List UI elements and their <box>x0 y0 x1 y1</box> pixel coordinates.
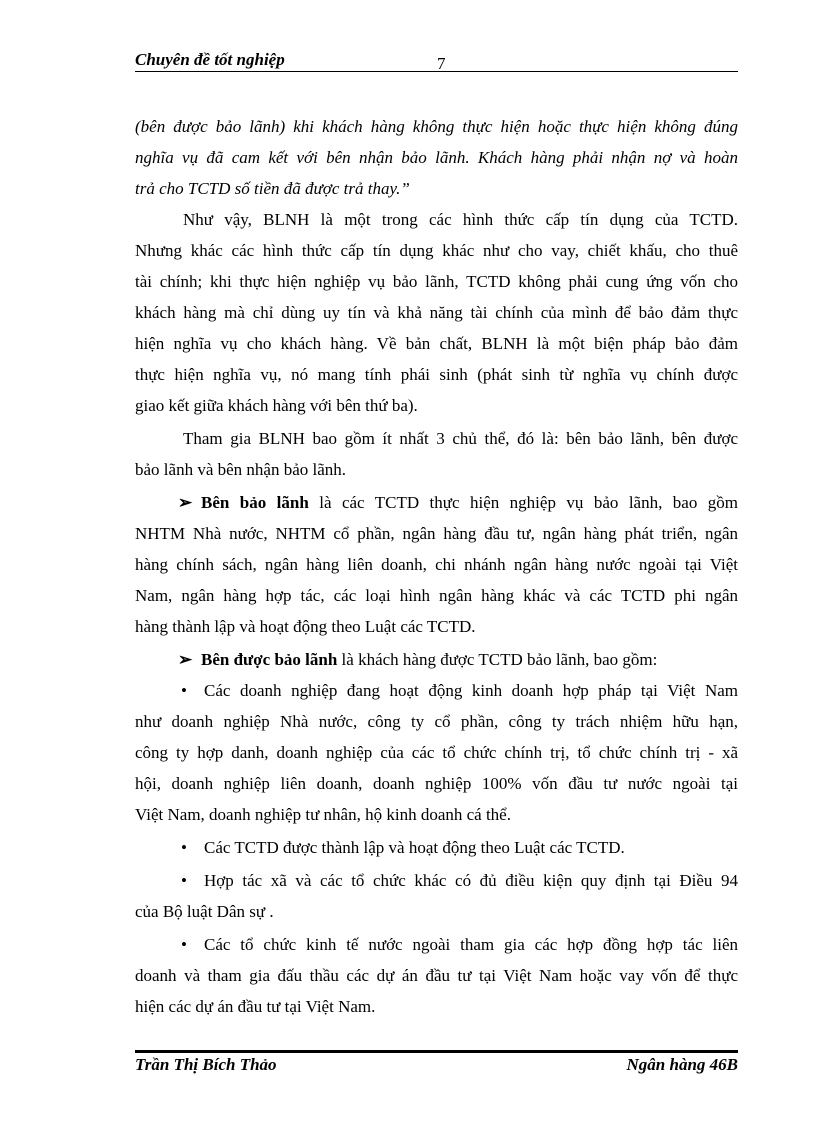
text-line: Như vậy, BLNH là một trong các hình thức cấp tín dụng của TCTD. <box>183 210 738 229</box>
text-line: như doanh nghiệp Nhà nước, công ty cổ phần, công ty trách nhiệm hữu hạn, <box>135 712 738 731</box>
header-rule <box>135 71 738 72</box>
text-line: công ty hợp danh, doanh nghiệp của các tổ chức chính trị, tổ chức chính trị - xã <box>135 743 738 762</box>
bullet-dot-icon: • <box>181 935 187 954</box>
text-line: • Các TCTD được thành lập và hoạt động theo Luật các TCTD. <box>135 832 738 863</box>
text-line <box>135 644 738 675</box>
bullet-dot-icon: • <box>181 681 187 700</box>
text-line: trả cho TCTD số tiền đã được trả thay.” <box>135 179 410 198</box>
text-line: khách hàng mà chỉ dùng uy tín và khả năng tài chính của mình để bảo đảm thực <box>135 303 738 322</box>
text-line: thực hiện nghĩa vụ, nó mang tính phái sinh (phát sinh từ nghĩa vụ chính được <box>135 365 738 384</box>
footer-author: Trần Thị Bích Thảo <box>135 1055 277 1074</box>
text-line: • Các doanh nghiệp đang hoạt động kinh doanh hợp pháp tại Việt Nam <box>135 675 738 706</box>
list-item <box>135 865 738 927</box>
text-line: hiện các dự án đầu tư tại Việt Nam. <box>135 997 376 1016</box>
list-item <box>135 832 738 863</box>
text-line: Nam, ngân hàng hợp tác, các loại hình ngân hàng khác và các TCTD phi ngân <box>135 586 738 605</box>
term-guarantor: Bên bảo lãnh <box>201 493 309 512</box>
quote-paragraph <box>135 111 738 204</box>
term-definition: là các TCTD thực hiện nghiệp vụ bảo lãnh, bao gồm <box>308 493 738 512</box>
paragraph-guarantor <box>135 487 738 642</box>
text-line: tài chính; khi thực hiện nghiệp vụ bảo lãnh, TCTD không phải cung ứng vốn cho <box>135 272 738 291</box>
text-line: • Hợp tác xã và các tổ chức khác có đủ điều kiện quy định tại Điều 94 <box>135 865 738 896</box>
text-line: hiện nghĩa vụ cho khách hàng. Về bản chất, BLNH là một biện pháp bảo đảm <box>135 334 738 353</box>
text-line: Việt Nam, doanh nghiệp tư nhân, hộ kinh doanh cá thể. <box>135 805 511 824</box>
term-definition: là khách hàng được TCTD bảo lãnh, bao gồm: <box>337 650 658 669</box>
header-title: Chuyên đề tốt nghiệp <box>135 50 285 69</box>
list-item <box>135 675 738 830</box>
text-line: Nhưng khác các hình thức cấp tín dụng khác như cho vay, chiết khấu, cho thuê <box>135 241 738 260</box>
paragraph-participants <box>135 423 738 485</box>
term-guaranteed: Bên được bảo lãnh <box>201 650 338 669</box>
text-line: hàng thành lập và hoạt động theo Luật các TCTD. <box>135 617 476 636</box>
text-line: • Các tổ chức kinh tế nước ngoài tham gia các hợp đồng hợp tác liên <box>135 929 738 960</box>
text-line: của Bộ luật Dân sự . <box>135 902 274 921</box>
page-number: 7 <box>437 54 446 73</box>
text-line: NHTM Nhà nước, NHTM cổ phần, ngân hàng đầu tư, ngân hàng phát triển, ngân <box>135 524 738 543</box>
text-line: hàng chính sách, ngân hàng liên doanh, chi nhánh ngân hàng nước ngoài tại Việt <box>135 555 738 574</box>
text-line: doanh và tham gia đấu thầu các dự án đầu tư tại Việt Nam hoặc vay vốn để thực <box>135 966 738 985</box>
text-line: giao kết giữa khách hàng với bên thứ ba). <box>135 396 418 415</box>
text-line: (bên được bảo lãnh) khi khách hàng không thực hiện hoặc thực hiện không đúng <box>135 117 738 136</box>
paragraph-guaranteed <box>135 644 738 675</box>
footer-rule <box>135 1050 738 1053</box>
text-line <box>135 487 738 518</box>
bullet-dot-icon: • <box>181 838 187 857</box>
arrow-bullet-icon: ➢ <box>178 493 193 512</box>
text-line: Tham gia BLNH bao gồm ít nhất 3 chủ thể, đó là: bên bảo lãnh, bên được <box>183 429 738 448</box>
footer-class: Ngân hàng 46B <box>626 1055 738 1074</box>
list-item <box>135 929 738 1022</box>
arrow-bullet-icon: ➢ <box>178 650 193 669</box>
text-line: bảo lãnh và bên nhận bảo lãnh. <box>135 460 347 479</box>
text-line: nghĩa vụ đã cam kết với bên nhận bảo lãnh. Khách hàng phải nhận nợ và hoàn <box>135 148 738 167</box>
text-line: hội, doanh nghiệp liên doanh, doanh nghiệp 100% vốn đầu tư nước ngoài tại <box>135 774 738 793</box>
document-body <box>135 111 738 1022</box>
bullet-dot-icon: • <box>181 871 187 890</box>
paragraph-blnh-definition <box>135 204 738 421</box>
